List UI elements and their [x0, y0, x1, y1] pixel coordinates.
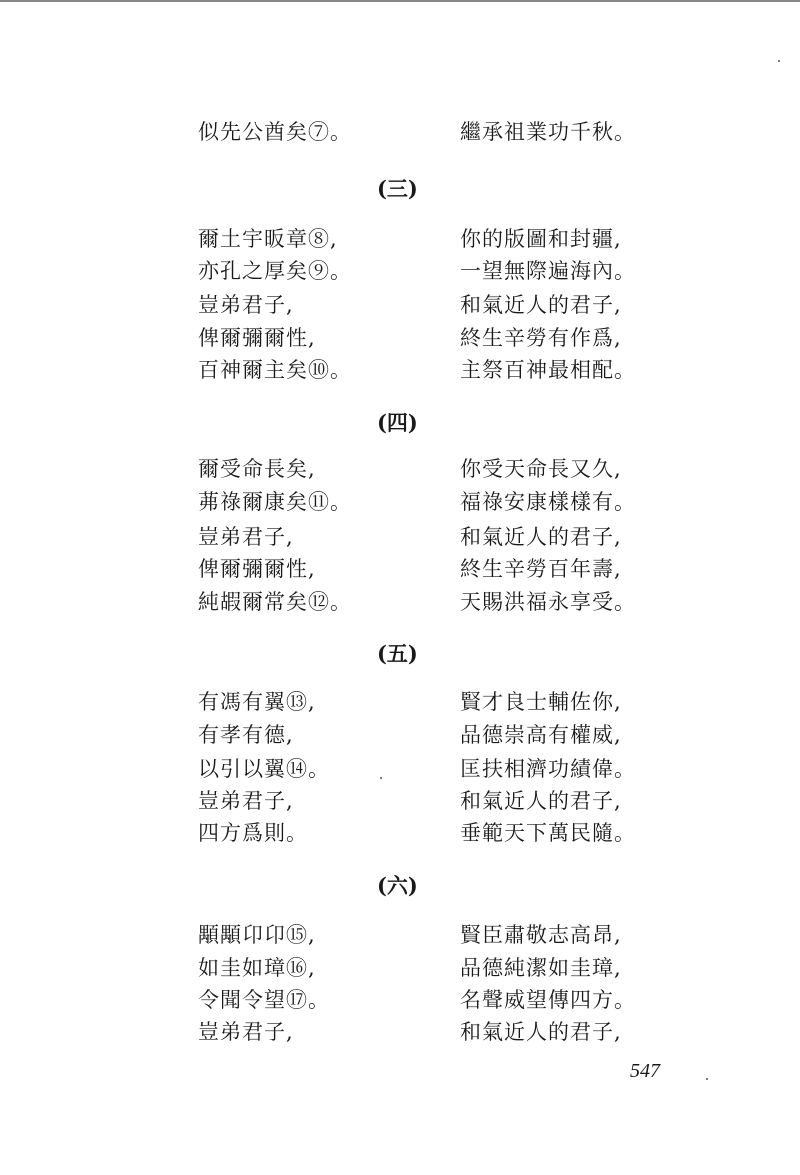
poem-line-original: 四方爲則。: [198, 821, 308, 845]
top-border-rule: [0, 0, 800, 2]
poem-line-original: 豈弟君子,: [198, 293, 294, 317]
poem-line-translation: 終生辛勞有作爲,: [460, 326, 622, 350]
poem-line-translation: 天賜洪福永享受。: [460, 590, 636, 614]
scan-speck: [778, 60, 780, 62]
poem-line-translation: 一望無際遍海內。: [460, 259, 636, 283]
section-heading-6: (六): [377, 873, 418, 898]
poem-line-original: 純嘏爾常矣⑫。: [198, 590, 352, 614]
poem-line-original: 百神爾主矣⑩。: [198, 358, 352, 382]
scan-speck: [380, 777, 382, 779]
poem-line-original: 顒顒卬卬⑮,: [198, 923, 316, 947]
poem-line-translation: 匡扶相濟功績偉。: [460, 757, 636, 781]
page-number: 547: [630, 1060, 660, 1082]
poem-line-original: 以引以翼⑭。: [198, 757, 330, 781]
poem-line-translation: 賢臣肅敬志高昂,: [460, 923, 622, 947]
scan-speck: [706, 1078, 708, 1080]
poem-line-translation: 和氣近人的君子,: [460, 293, 622, 317]
section-heading-5: (五): [377, 641, 418, 666]
poem-line-translation: 賢才良士輔佐你,: [460, 690, 622, 714]
poem-line-translation: 繼承祖業功千秋。: [460, 120, 636, 144]
poem-line-translation: 你的版圖和封疆,: [460, 227, 622, 251]
poem-line-original: 茀祿爾康矣⑪。: [198, 490, 352, 514]
section-heading-4: (四): [377, 410, 418, 435]
poem-line-translation: 和氣近人的君子,: [460, 1020, 622, 1044]
poem-line-original: 如圭如璋⑯,: [198, 956, 316, 980]
poem-line-translation: 你受天命長又久,: [460, 457, 622, 481]
poem-line-original: 亦孔之厚矣⑨。: [198, 259, 352, 283]
section-heading-3: (三): [377, 176, 418, 201]
poem-line-translation: 品德純潔如圭璋,: [460, 956, 622, 980]
poem-line-translation: 福祿安康樣樣有。: [460, 490, 636, 514]
poem-line-original: 爾土宇昄章⑧,: [198, 227, 338, 251]
poem-line-original: 俾爾彌爾性,: [198, 326, 316, 350]
poem-line-original: 俾爾彌爾性,: [198, 557, 316, 581]
poem-line-original: 豈弟君子,: [198, 1020, 294, 1044]
poem-line-original: 有孝有德,: [198, 723, 294, 747]
poem-line-original: 似先公酋矣⑦。: [198, 120, 352, 144]
poem-line-original: 豈弟君子,: [198, 789, 294, 813]
poem-line-original: 爾受命長矣,: [198, 457, 316, 481]
poem-line-original: 有馮有翼⑬,: [198, 690, 316, 714]
poem-line-translation: 主祭百神最相配。: [460, 358, 636, 382]
poem-line-translation: 和氣近人的君子,: [460, 789, 622, 813]
poem-line-translation: 名聲威望傳四方。: [460, 988, 636, 1012]
poem-line-translation: 終生辛勞百年壽,: [460, 557, 622, 581]
poem-line-translation: 垂範天下萬民隨。: [460, 821, 636, 845]
poem-line-original: 令聞令望⑰。: [198, 988, 330, 1012]
poem-line-translation: 和氣近人的君子,: [460, 525, 622, 549]
poem-line-translation: 品德崇高有權威,: [460, 723, 622, 747]
poem-line-original: 豈弟君子,: [198, 525, 294, 549]
